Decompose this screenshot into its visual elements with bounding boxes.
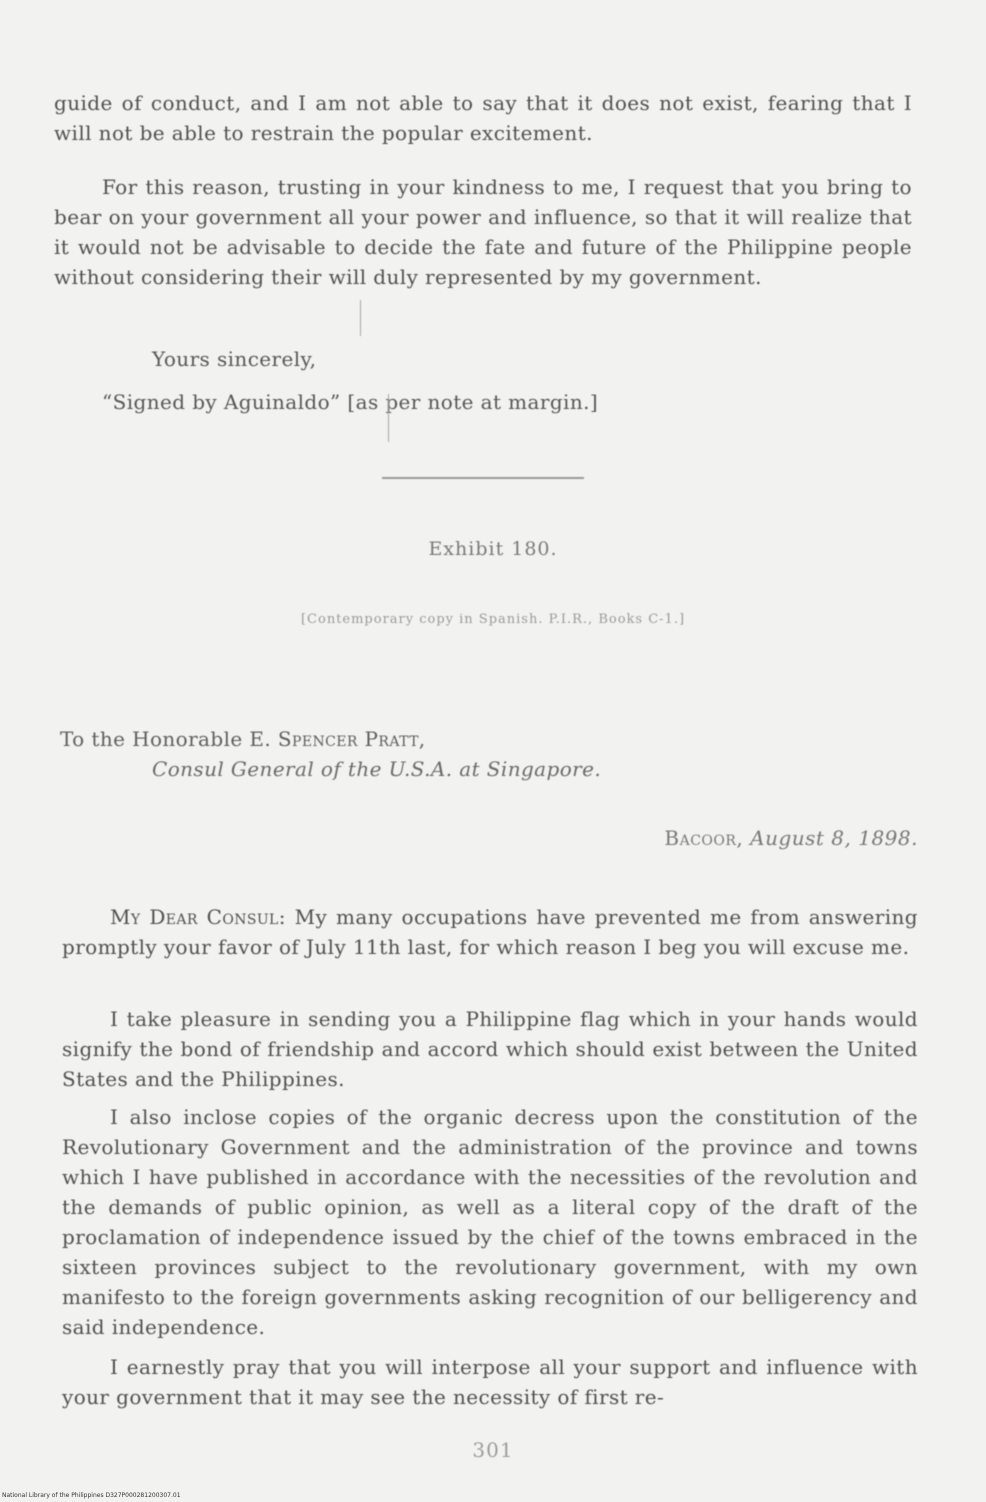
closing-signature-note: “Signed by Aguinaldo” [as per note at margin.] xyxy=(102,390,599,414)
letter-greeting: My Dear Consul: xyxy=(110,905,286,929)
archive-footer: National Library of the Philippines D327P000281200307.01 xyxy=(2,1492,181,1499)
paragraph-continuation: guide of conduct, and I am not able to say that it does not exist, fearing that I will not be able to restrain the popular excitement. xyxy=(54,91,912,145)
addressee-title: Consul General of the U.S.A. at Singapore. xyxy=(152,757,602,781)
letter-paragraph-opening xyxy=(62,902,918,962)
closing-salutation: Yours sincerely, xyxy=(152,347,317,371)
section-divider xyxy=(382,477,584,479)
letter-paragraph-flag: I take pleasure in sending you a Philippine flag which in your hands would signify the bond of friendship and accord which should exist between the United States and the Philippines. xyxy=(62,1007,918,1091)
page-number: 301 xyxy=(472,1438,514,1462)
margin-bracket-mark xyxy=(360,300,361,336)
dateline-date: August 8, 1898. xyxy=(750,826,918,850)
signature-bracket-mark xyxy=(388,394,389,442)
paragraph-request: For this reason, trusting in your kindness to me, I request that you bring to bear on your government all your power and influence, so that it will realize that it would not be advisable to decide the fate and future of the Philippine people without considering their will duly represented by my government. xyxy=(54,175,912,289)
dateline-place: Bacoor, xyxy=(664,826,744,850)
addressee-line xyxy=(60,727,426,751)
dateline xyxy=(664,826,918,850)
addressee-prefix: To the Honorable E. xyxy=(60,727,278,751)
letter-paragraph-decrees: I also inclose copies of the organic decress upon the constitution of the Revolutionary Government and the administration of the province and towns which I have published in accordance with the necessities of the revolution and the demands of public opinion, as well as a literal copy of the draft of the proclamation of independence issued by the chief of the towns embraced in the sixteen provinces subject to the revolutionary government, with my own manifesto to the foreign governments asking recognition of our belligerency and said independence. xyxy=(62,1105,918,1339)
addressee-name: Spencer Pratt, xyxy=(277,727,426,751)
letter-opening-text: My many occupations have prevented me from answering promptly your favor of July 11th last, for which reason I beg you will excuse me. xyxy=(62,905,919,959)
exhibit-source-note: [Contemporary copy in Spanish. P.I.R., Books C-1.] xyxy=(300,612,686,627)
letter-paragraph-request: I earnestly pray that you will interpose all your support and influence with your government that it may see the necessity of first re- xyxy=(62,1355,918,1409)
exhibit-title: Exhibit 180. xyxy=(428,538,558,560)
